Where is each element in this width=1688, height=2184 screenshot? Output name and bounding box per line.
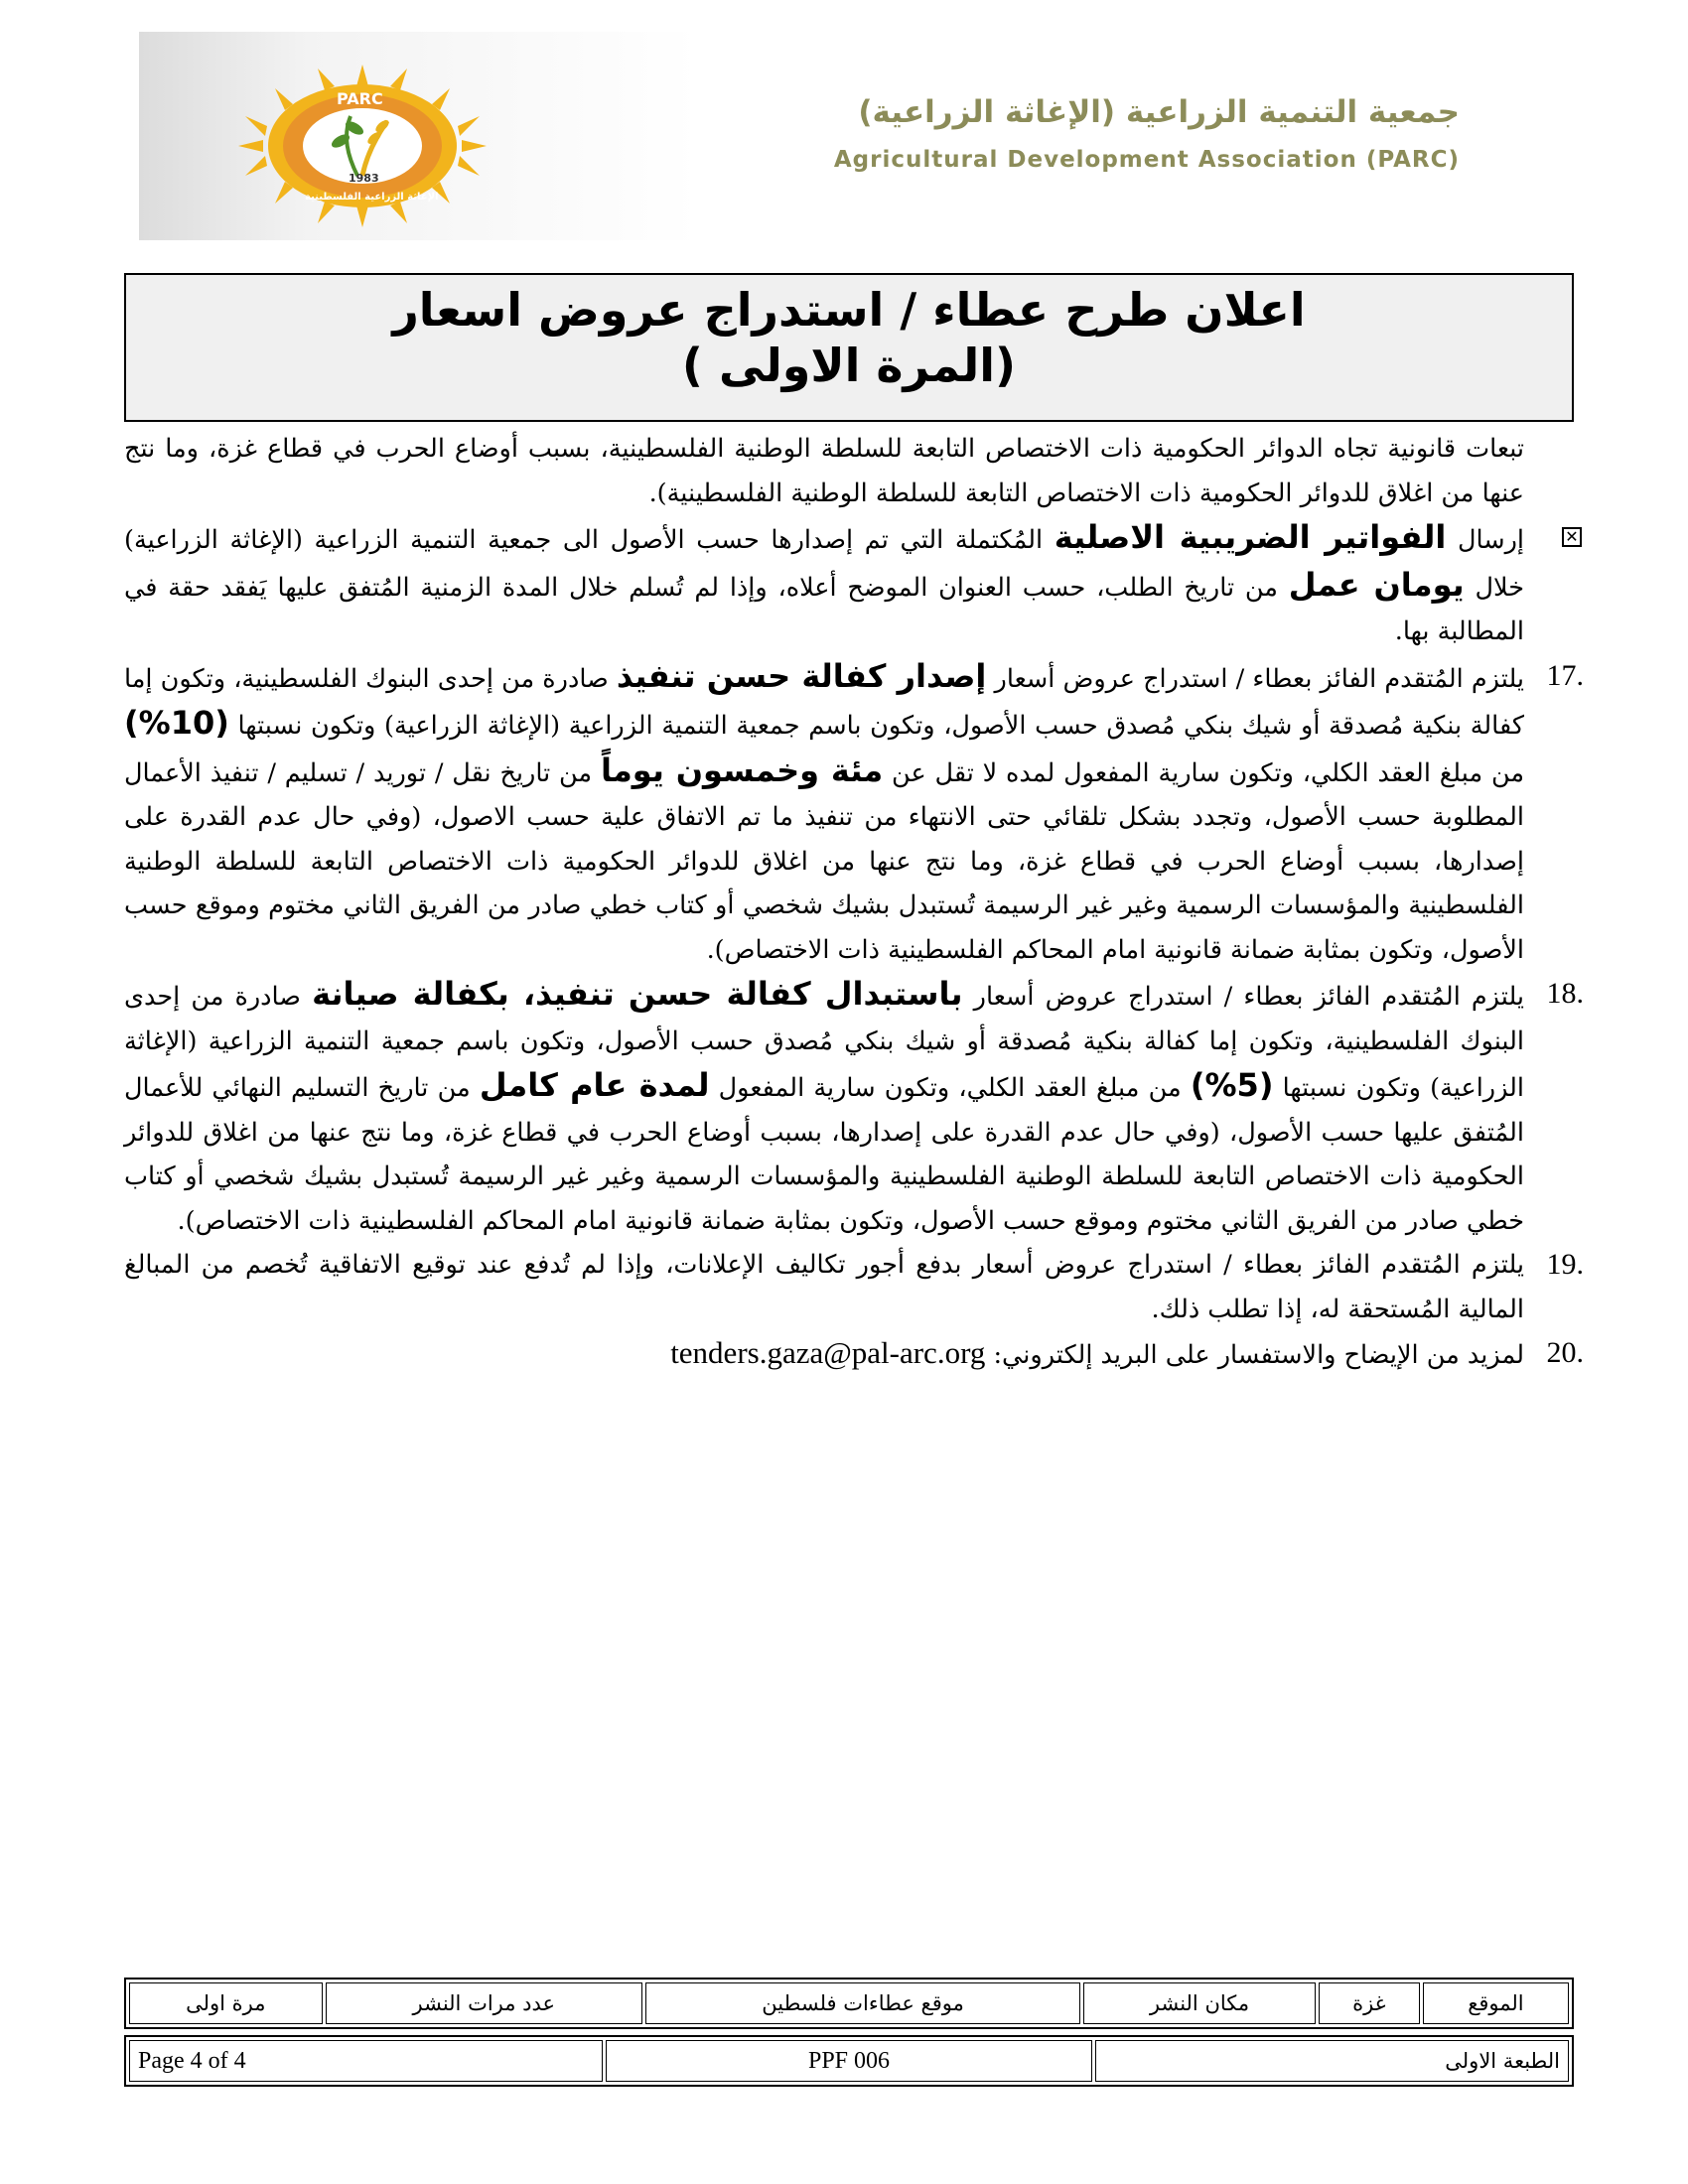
checkbox-bullet-icon: ✕: [1562, 527, 1582, 547]
table-cell: عدد مرات النشر: [326, 1982, 642, 2024]
table-cell: الموقع: [1423, 1982, 1569, 2024]
table-cell: مرة اولى: [129, 1982, 323, 2024]
org-name-english: Agricultural Development Association (PARC): [833, 147, 1460, 173]
item-text: صادرة من إحدى البنوك الفلسطينية، وتكون إما كفالة بنكية مُصدقة أو شيك بنكي مُصدق حسب الأصول، وتكون باسم جمعية التنمية الزراعية (الإغاثة الزراعية) وتكون نسبتها: [124, 982, 1525, 1103]
bullet-bold-invoices: الفواتير الضريبية الاصلية: [1054, 518, 1447, 556]
continued-paragraph-text: تبعات قانونية تجاه الدوائر الحكومية ذات الاختصاص التابعة للسلطة الوطنية الفلسطينية، بسبب أوضاع الحرب في قطاع غزة، وما نتج عنها من اغلاق للدوائر الحكومية ذات الاختصاص التابعة للسلطة الوطنية الفلسطينية).: [124, 434, 1524, 508]
item-bold-duration: لمدة عام كامل: [479, 1066, 710, 1104]
contact-email-link[interactable]: tenders.gaza@pal-arc.org: [670, 1335, 986, 1370]
parc-logo: [213, 62, 511, 230]
bullet-item-invoices: [124, 515, 1579, 654]
item-bold: إصدار كفالة حسن تنفيذ: [616, 656, 987, 695]
table-row: [129, 1982, 1569, 2024]
table-row: [129, 2040, 1569, 2082]
list-item-17: [124, 654, 1584, 973]
item-text: من تاريخ التسليم النهائي للأعمال المُتفق عليها حسب الأصول، (وفي حال عدم القدرة على إصدارها، بسبب أوضاع الحرب في قطاع غزة، وما نتج عنها من اغلاق للدوائر الحكومية ذات الاختصاص التابعة للسلطة الوطنية الفلسطينية والمؤسسات الرسمية وغير غير الرسيمة تُستبدل بشيك شخصي أو كتاب خطي صادر من الفريق الثاني مختوم وموقع حسب الأصول، وتكون بمثابة ضمانة قانونية امام المحاكم الفلسطينية ذات الاختصاص).: [124, 1073, 1524, 1236]
logo-year: 1983: [349, 172, 379, 185]
bullet-text: المُكتملة التي تم إصدارها حسب الأصول الى جمعية التنمية الزراعية (الإغاثة الزراعية) خلال: [124, 525, 1525, 603]
table-cell: موقع عطاءات فلسطين: [645, 1982, 1080, 2024]
bullet-text: إرسال: [1446, 525, 1525, 555]
item-number: 19.: [1546, 1248, 1584, 1281]
document-body: [124, 427, 1584, 1378]
bullet-bold-days: يومان عمل: [1288, 565, 1465, 604]
publication-info-table: [124, 1978, 1574, 2029]
item-bold: باستبدال كفالة حسن تنفيذ، بكفالة صيانة: [312, 975, 963, 1013]
list-item-20: [124, 1331, 1584, 1378]
table-cell: غزة: [1319, 1982, 1420, 2024]
document-footer-table: [124, 2035, 1574, 2087]
item-text: يلتزم المُتقدم الفائز بعطاء / استدراج عروض أسعار: [962, 982, 1524, 1012]
announcement-subtitle: (المرة الاولى ): [681, 339, 1017, 392]
logo-ring-text: PARC: [337, 89, 383, 108]
item-bold-percent: (10%): [124, 704, 229, 742]
org-name-arabic: جمعية التنمية الزراعية (الإغاثة الزراعية): [858, 94, 1460, 130]
continued-paragraph: [124, 427, 1524, 515]
announcement-title-box: [124, 273, 1574, 422]
form-code: PPF 006: [606, 2040, 1093, 2082]
announcement-title: اعلان طرح عطاء / استدراج عروض اسعار: [392, 283, 1306, 337]
item-number: 18.: [1546, 977, 1584, 1010]
item-number: 17.: [1546, 658, 1584, 692]
item-text: يلتزم المُتقدم الفائز بعطاء / استدراج عروض أسعار بدفع أجور تكاليف الإعلانات، وإذا لم تُدفع عند توقيع الاتفاقية تُخصم من المبالغ المالية المُستحقة له، إذا تطلب ذلك.: [124, 1250, 1524, 1324]
item-text: صادرة من إحدى البنوك الفلسطينية، وتكون إما كفالة بنكية مُصدقة أو شيك بنكي مُصدق حسب الأصول، وتكون باسم جمعية التنمية الزراعية (الإغاثة الزراعية) وتكون نسبتها: [124, 663, 1524, 741]
item-bold-percent: (5%): [1190, 1066, 1274, 1104]
item-text: لمزيد من الإيضاح والاستفسار على البريد إلكتروني:: [985, 1340, 1524, 1370]
item-text: من تاريخ نقل / توريد / تسليم / تنفيذ الأعمال المطلوبة حسب الأصول، وتجدد بشكل تلقائي حتى الانتهاء من تنفيذ ما تم الاتفاق علية حسب الاصول، (وفي حال عدم القدرة على إصدارها، بسبب أوضاع الحرب في قطاع غزة، وما نتج عنها من اغلاق للدوائر الحكومية ذات الاختصاص التابعة للسلطة الوطنية الفلسطينية والمؤسسات الرسمية وغير غير الرسيمة تُستبدل بشيك شخصي أو كتاب خطي صادر من الفريق الثاني مختوم وموقع حسب الأصول، وتكون بمثابة ضمانة قانونية امام المحاكم الفلسطينية ذات الاختصاص).: [124, 757, 1524, 965]
item-number: 20.: [1546, 1336, 1584, 1369]
page-number: Page 4 of 4: [129, 2040, 603, 2082]
item-text: من مبلغ العقد الكلي، وتكون سارية المفعول لمده لا تقل عن: [883, 757, 1525, 788]
bullet-text: من تاريخ الطلب، حسب العنوان الموضح أعلاه، وإذا لم تُسلم خلال المدة الزمنية المُتفق عليها يَفقد حقة في المطالبة بها.: [124, 572, 1524, 646]
logo-arc-text: الإغاثة الزراعية الفلسطينية: [305, 192, 439, 203]
table-cell: مكان النشر: [1083, 1982, 1316, 2024]
item-text: من مبلغ العقد الكلي، وتكون سارية المفعول: [709, 1073, 1191, 1103]
list-item-18: [124, 972, 1584, 1243]
item-bold-duration: مئة وخمسون يوماً: [600, 751, 884, 789]
list-item-19: [124, 1243, 1584, 1331]
edition-label: الطبعة الاولى: [1095, 2040, 1569, 2082]
item-text: يلتزم المُتقدم الفائز بعطاء / استدراج عروض أسعار: [986, 663, 1524, 694]
